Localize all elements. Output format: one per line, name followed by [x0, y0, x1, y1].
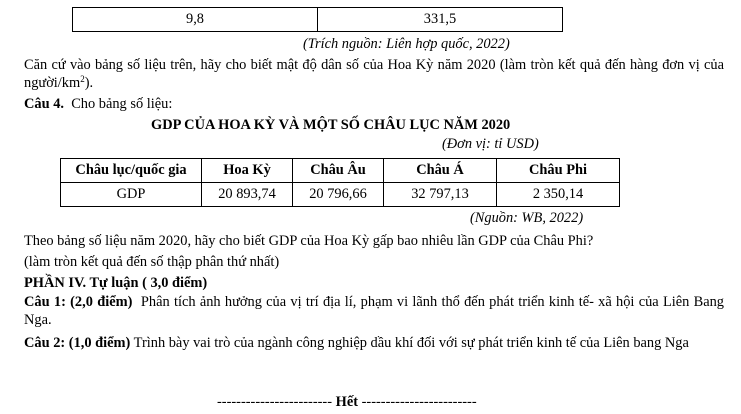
column-header: Châu lục/quốc gia [61, 159, 202, 183]
question-4-text: Cho bảng số liệu: [71, 96, 173, 112]
end-text: Hết [335, 394, 358, 410]
essay-2-text: Trình bày vai trò của ngành công nghiệp dầu khí đối với sự phát triển kinh tế của Liên bang Nga [133, 335, 689, 351]
gdp-table-unit: (Đơn vị: tỉ USD) [442, 136, 539, 152]
gdp-table [60, 158, 620, 207]
essay-question-1 [24, 293, 724, 329]
source-note: (Trích nguồn: Liên hợp quốc, 2022) [303, 36, 510, 52]
column-header: Châu Phi [497, 159, 620, 183]
dashes-left: ------------------------ [217, 394, 333, 410]
gdp-table-title: GDP CỦA HOA KỲ VÀ MỘT SỐ CHÂU LỤC NĂM 2020 [151, 117, 511, 133]
superscript: 2 [80, 74, 85, 84]
gdp-source-note: (Nguồn: WB, 2022) [470, 210, 584, 226]
question-4-heading [24, 96, 172, 113]
essay-2-label: Câu 2: (1,0 điểm) [24, 335, 131, 351]
table-cell: 2 350,14 [497, 183, 620, 207]
table-row [73, 8, 563, 32]
table-cell: 20 796,66 [293, 183, 384, 207]
table-cell: 20 893,74 [202, 183, 293, 207]
table-cell: 9,8 [73, 8, 318, 32]
population-table [72, 7, 563, 32]
table-cell: 331,5 [318, 8, 563, 32]
part-4-title: PHẦN IV. Tự luận ( 3,0 điểm) [24, 275, 208, 291]
table-cell: GDP [61, 183, 202, 207]
column-header: Châu Á [384, 159, 497, 183]
question-3-body: Căn cứ vào bảng số liệu trên, hãy cho biết mật độ dân số của Hoa Kỳ năm 2020 (làm tròn kết quả đến hàng đơn vị của người/km [24, 57, 724, 91]
dashes-right: ------------------------ [361, 394, 477, 410]
question-3-end: ). [84, 75, 94, 91]
table-header-row [61, 159, 620, 183]
column-header: Châu Âu [293, 159, 384, 183]
question-3-text [24, 56, 724, 92]
question-4-note: (làm tròn kết quả đến số thập phân thứ nhất) [24, 254, 280, 270]
end-marker [217, 394, 477, 411]
column-header: Hoa Kỳ [202, 159, 293, 183]
essay-1-label: Câu 1: (2,0 điểm) [24, 294, 133, 310]
essay-question-2 [24, 334, 724, 352]
question-4-label: Câu 4. [24, 96, 64, 112]
table-row [61, 183, 620, 207]
essay-1-text: Phân tích ảnh hưởng của vị trí địa lí, phạm vi lãnh thổ đến phát triển kinh tế- xã hội của Liên Bang Nga. [24, 294, 724, 328]
table-cell: 32 797,13 [384, 183, 497, 207]
question-4-question: Theo bảng số liệu năm 2020, hãy cho biết GDP của Hoa Kỳ gấp bao nhiêu lần GDP của Châu Phi? [24, 233, 594, 249]
